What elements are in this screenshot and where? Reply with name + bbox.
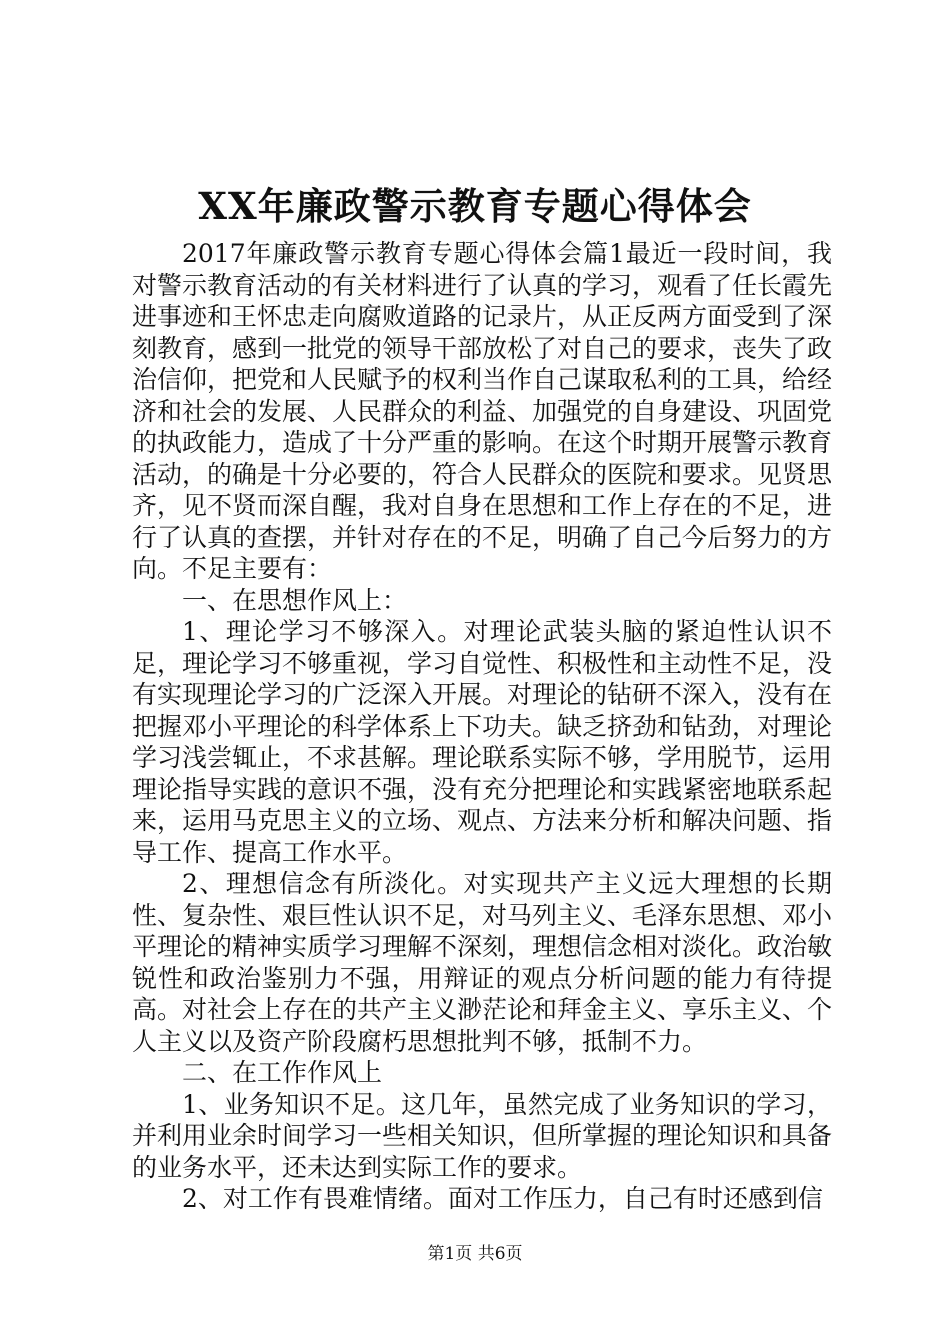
paragraph: 2、理想信念有所淡化。对实现共产主义远大理想的长期性、复杂性、艰巨性认识不足，对马列主义、毛泽东思想、邓小平理论的精神实质学习理解不深刻，理想信念相对淡化。政治敏锐性和政治鉴别力不强，用辩证的观点分析问题的能力有待提高。对社会上存在的共产主义渺茫论和拜金主义、享乐主义、个人主义以及资产阶段腐朽思想批判不够，抵制不力。 [132, 869, 833, 1056]
paragraph: 2017年廉政警示教育专题心得体会篇1最近一段时间，我对警示教育活动的有关材料进行了认真的学习，观看了任长霞先进事迹和王怀忠走向腐败道路的记录片，从正反两方面受到了深刻教育，感到一批党的领导干部放松了对自己的要求，丧失了政治信仰，把党和人民赋予的权利当作自己谋取私利的工具，给经济和社会的发展、人民群众的利益、加强党的自身建设、巩固党的执政能力，造成了十分严重的影响。在这个时期开展警示教育活动，的确是十分必要的，符合人民群众的医院和要求。见贤思齐，见不贤而深自醒，我对自身在思想和工作上存在的不足，进行了认真的查摆，并针对存在的不足，明确了自己今后努力的方向。不足主要有： [132, 239, 833, 583]
section-heading: 二、在工作作风上 [182, 1058, 383, 1087]
document-body [132, 238, 832, 1215]
paragraph: 1、业务知识不足。这几年，虽然完成了业务知识的学习，并利用业余时间学习一些相关知识，但所掌握的理论知识和具备的业务水平，还未达到实际工作的要求。 [132, 1089, 833, 1182]
document-title: XX年廉政警示教育专题心得体会 [198, 184, 752, 228]
section-heading: 一、在思想作风上： [182, 585, 408, 615]
paragraph: 2、对工作有畏难情绪。面对工作压力，自己有时还感到信 [182, 1184, 823, 1213]
paragraph: 1、理论学习不够深入。对理论武装头脑的紧迫性认识不足，理论学习不够重视，学习自觉性、积极性和主动性不足，没有实现理论学习的广泛深入开展。对理论的钻研不深入，没有在把握邓小平理论的科学体系上下功夫。缺乏挤劲和钻劲，对理论学习浅尝辄止，不求甚解。理论联系实际不够，学用脱节，运用理论指导实践的意识不强，没有充分把理论和实践紧密地联系起来，运用马克思主义的立场、观点、方法来分析和解决问题、指导工作、提高工作水平。 [132, 617, 833, 867]
page-footer: 第1页 共6页 [427, 1244, 523, 1264]
